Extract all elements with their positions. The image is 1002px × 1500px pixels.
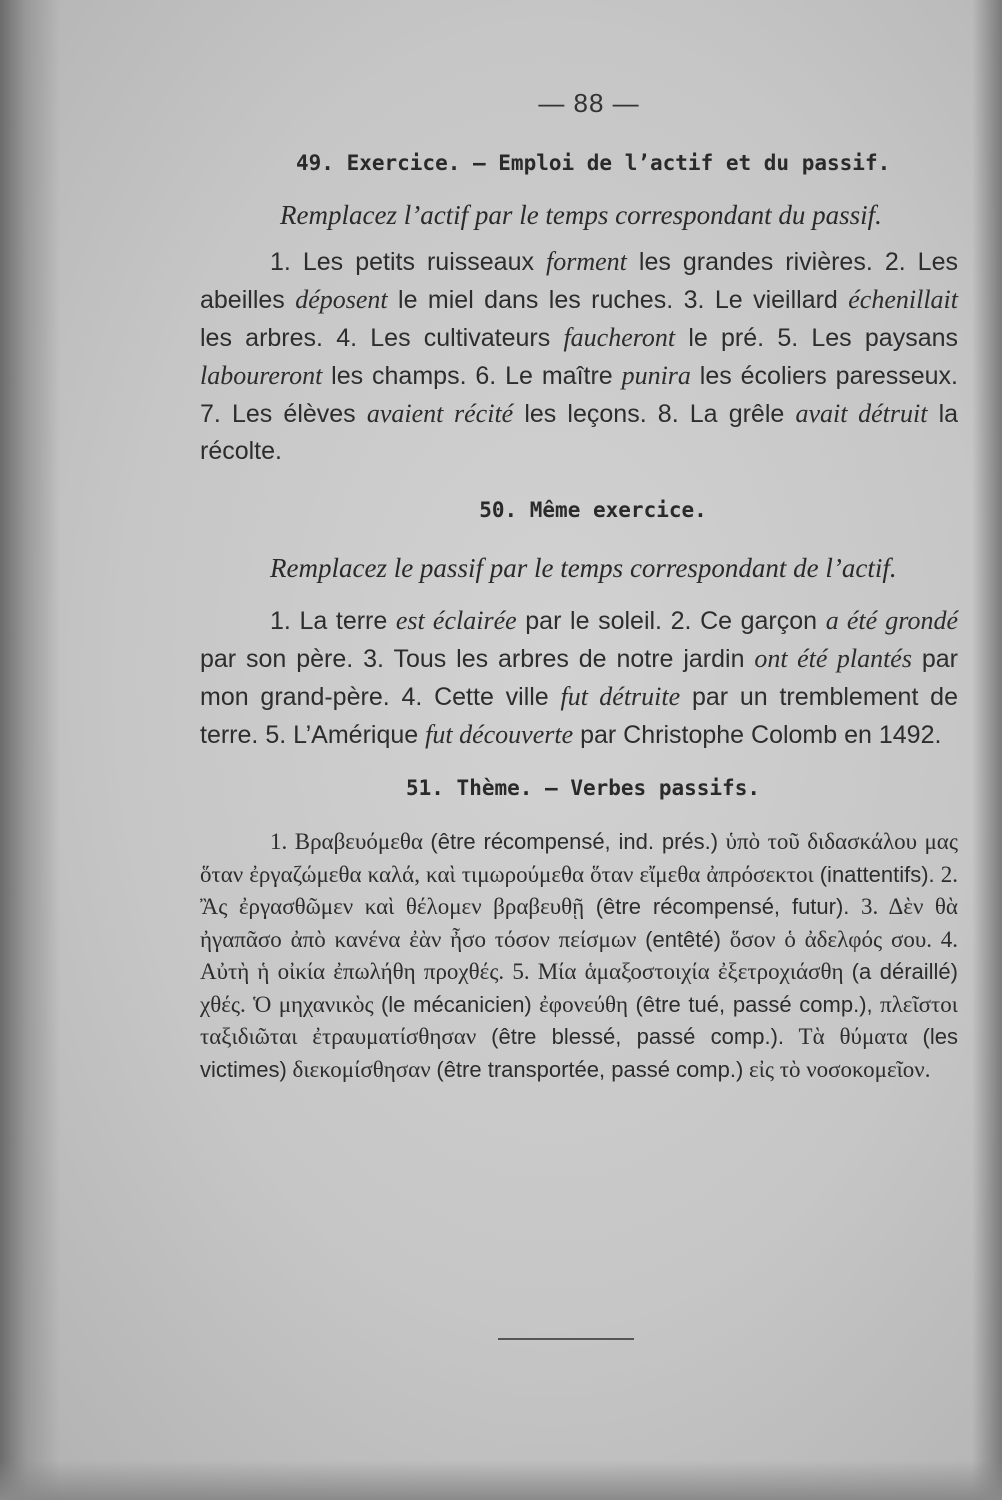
greek-text: ὅσον ὁ ἀδελφός σου. 4. Αὐτὴ ἡ οἰκία ἐπωλήθη προχθές. 5. Μία ἁμαξοστοιχία ἐξετροχιάσθη [200,926,958,984]
sentence-verb: échenillait [848,285,958,314]
sentence: 4. Cette ville [401,683,561,711]
page-shadow-left [0,0,60,1500]
sentence: 5. Les paysans [777,324,959,352]
sentence-verb: est éclairée [395,606,517,635]
french-gloss: (les victimes) [200,1024,958,1082]
sentence: les leçons. [513,400,647,428]
french-gloss: (être récompensé, futur). [595,894,850,919]
sentence-verb: fut détruite [560,682,681,711]
sentence-verb: ont été plantés [754,644,912,673]
end-rule [498,1338,634,1340]
french-gloss: (être transportée, passé comp.) [436,1056,744,1082]
page-content [200,88,958,1086]
sentence: 2. Ce garçon [670,607,826,635]
sentence-verb: déposent [295,285,388,314]
page-number: — 88 — [538,88,640,118]
sentence-verb: faucheront [563,323,676,352]
greek-text: 1. Βραβευόμεθα [270,829,431,854]
sentence: 3. Tous les arbres de notre jardin [363,645,755,673]
sentence: 7. Les élèves [200,400,367,428]
french-gloss: (être tué, passé comp.), [635,991,873,1017]
page-shadow-bottom [0,1460,1002,1500]
sentence: 6. Le maître [475,362,622,390]
sentence: 4. Les cultivateurs [336,324,564,352]
sentence-verb: fut découverte [425,720,574,749]
sentence: la récolte. [200,400,959,465]
french-gloss: (inattentifs). [819,861,935,887]
sentence: par son père. [200,645,354,673]
sentence: par mon grand-père. [200,645,958,711]
greek-text: πλεῖστοι ταξιδιῶται ἐτραυματίσθησαν [200,991,958,1049]
sentence: par le soleil. [516,607,662,635]
greek-text: ἐφονεύθη [531,991,636,1017]
sentence: 1. Les petits ruisseaux [270,248,546,276]
sentence: les grandes rivières. [626,248,873,276]
exercise-50-heading: 50. Même exercice. [479,498,707,522]
sentence-verb: avait détruit [795,399,928,428]
greek-text: χθές. Ὁ μηχανικὸς [200,991,381,1017]
sentence: le pré. [675,324,765,352]
sentence: 5. L’Amérique [265,721,426,749]
greek-text: 2. Ἂς ἐργασθῶμεν καὶ θέλομεν βραβευθῇ [200,861,959,919]
theme-51-text [200,826,958,1086]
sentence-verb: forment [546,247,627,276]
sentence: le miel dans les ruches. [387,286,674,314]
sentence: les arbres. [200,324,323,352]
french-gloss: (le mécanicien) [380,991,532,1017]
exercise-50-instruction: Remplacez le passif par le temps correspondant de l’actif. [270,553,897,583]
sentence: par un tremblement de terre. [200,683,958,749]
exercise-49-heading: 49. Exercice. — Emploi de l’actif et du passif. [296,151,891,175]
french-gloss: (être récompensé, ind. prés.) [430,829,719,854]
greek-text: εἰς τὸ νοσοκομεῖον. [743,1056,931,1082]
exercise-49-instruction: Remplacez l’actif par le temps correspondant du passif. [280,200,882,230]
sentence: 2. Les abeilles [200,248,958,314]
sentence: 8. La grêle [657,400,796,428]
sentence: 1. La terre [270,607,396,635]
sentence-verb: punira [621,361,691,390]
theme-51-heading: 51. Thème. — Verbes passifs. [405,776,760,800]
sentence: par Christophe Colomb en 1492. [573,721,942,749]
sentence-verb: laboureront [200,361,323,390]
french-gloss: (a déraillé) [851,959,958,984]
sentence-verb: a été grondé [825,606,959,635]
sentence: les champs. [322,362,467,390]
sentence: 3. Le vieillard [683,286,849,314]
french-gloss: (entêté) [645,926,721,952]
french-gloss: (être blessé, passé comp.). [491,1024,785,1049]
exercise-49-text [200,243,958,470]
greek-text: ὑπὸ τοῦ διδασκάλου μας ὅταν ἐργαζώμεθα καλά, καὶ τιμωρούμεθα ὅταν εἴμεθα ἀπρόσεκτοι [200,829,958,887]
greek-text: διεκομίσθησαν [286,1056,437,1082]
sentence-verb: avaient récité [366,399,514,428]
sentence: les écoliers paresseux. [690,362,958,390]
page-shadow-right [972,0,1002,1500]
greek-text: Τὰ θύματα [784,1024,923,1049]
greek-text: 3. Δὲν θὰ ἠγαπᾶσο ἀπὸ κανένα ἐὰν ἦσο τόσον πείσμων [200,894,958,952]
exercise-50-text [200,602,958,754]
